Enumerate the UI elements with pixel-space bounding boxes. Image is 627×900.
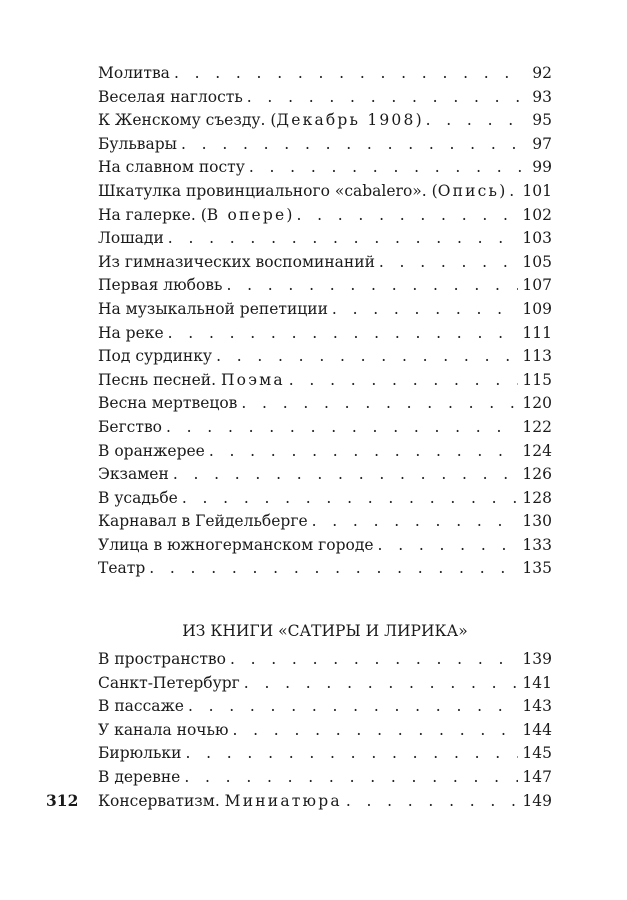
dot-leader (209, 440, 519, 464)
dot-leader (379, 251, 519, 275)
dot-leader (249, 156, 524, 180)
toc-page: 111 (522, 323, 552, 342)
toc-page: 113 (522, 347, 552, 366)
toc-entry (98, 180, 552, 204)
toc-page: 145 (522, 744, 552, 763)
toc-title: Экзамен (98, 465, 169, 484)
toc-title: В оранжерее (98, 441, 205, 460)
toc-entry (98, 648, 552, 672)
toc-title: Бегство (98, 417, 162, 436)
dot-leader (173, 463, 519, 487)
toc-page: 124 (522, 441, 552, 460)
page-number: 312 (46, 791, 79, 810)
dot-leader (174, 62, 524, 86)
dot-leader (149, 557, 518, 581)
toc-page: 149 (522, 791, 552, 810)
toc-entry (98, 790, 552, 814)
toc-entry (98, 322, 552, 346)
toc-title: Веселая наглость (98, 87, 243, 106)
toc-entry (98, 62, 552, 86)
toc-page: 95 (532, 111, 552, 130)
toc-entry (98, 440, 552, 464)
toc-title: К Женскому съезду. (Декабрь 1908) (98, 111, 422, 130)
dot-leader (185, 742, 518, 766)
toc-entry (98, 345, 552, 369)
toc-title: На галерке. (В опере) (98, 205, 293, 224)
toc-entry (98, 251, 552, 275)
toc-page: 120 (522, 394, 552, 413)
toc-entry (98, 487, 552, 511)
toc-title: Карнавал в Гейдельберге (98, 512, 308, 531)
toc-page: 133 (522, 535, 552, 554)
toc-page: 92 (532, 64, 552, 82)
toc-page: 126 (522, 465, 552, 484)
dot-leader (296, 204, 518, 228)
toc-title: Лошади (98, 229, 164, 248)
toc-entry (98, 298, 552, 322)
toc-page: 135 (522, 559, 552, 578)
dot-leader (184, 766, 518, 790)
toc-page: 102 (522, 205, 552, 224)
toc-part2 (98, 648, 552, 813)
dot-leader (346, 790, 519, 814)
toc-page: 147 (522, 767, 552, 786)
toc-entry (98, 274, 552, 298)
dot-leader (168, 322, 519, 346)
toc-entry (98, 204, 552, 228)
toc-title: Песнь песней. Поэма (98, 370, 285, 389)
toc-page: 115 (522, 370, 552, 389)
toc-title: В деревне (98, 767, 181, 786)
toc-page: 130 (522, 512, 552, 531)
toc-title: Из гимназических воспоминаний (98, 252, 375, 271)
toc-page: 99 (532, 158, 552, 177)
toc-entry (98, 369, 552, 393)
toc-page: 141 (522, 673, 552, 692)
toc-entry (98, 695, 552, 719)
toc-title: В пространство (98, 650, 226, 668)
toc-page: 101 (522, 181, 552, 200)
dot-leader (426, 109, 524, 133)
toc-entry (98, 133, 552, 157)
toc-entry (98, 534, 552, 558)
toc-page: 97 (532, 134, 552, 153)
toc-title: На славном посту (98, 158, 245, 177)
toc-part1 (98, 62, 552, 581)
toc-title: Весна мертвецов (98, 394, 238, 413)
toc-title: Шкатулка провинциального «cabalero». (Опись) (98, 181, 506, 200)
dot-leader (181, 133, 524, 157)
toc-page: 93 (532, 87, 552, 106)
dot-leader (289, 369, 519, 393)
toc-entry (98, 109, 552, 133)
toc-entry (98, 156, 552, 180)
dot-leader (233, 719, 519, 743)
toc-title: Под сурдинку (98, 347, 213, 366)
dot-leader (378, 534, 519, 558)
toc-title: Улица в южногерманском городе (98, 535, 374, 554)
toc-title: В пассаже (98, 697, 184, 716)
toc-page: 105 (522, 252, 552, 271)
toc-title: У канала ночью (98, 720, 229, 739)
toc-entry (98, 463, 552, 487)
toc-title: Консерватизм. Миниатюра (98, 791, 342, 810)
toc-entry (98, 227, 552, 251)
toc-title: Молитва (98, 64, 170, 82)
toc-entry (98, 719, 552, 743)
toc-entry (98, 510, 552, 534)
dot-leader (216, 345, 518, 369)
dot-leader (188, 695, 518, 719)
toc-page: 143 (522, 697, 552, 716)
toc-title: Театр (98, 559, 146, 578)
toc-title: На реке (98, 323, 164, 342)
toc-entry (98, 416, 552, 440)
dot-leader (168, 227, 519, 251)
toc-title: Санкт-Петербург (98, 673, 240, 692)
toc-title: В усадьбе (98, 488, 178, 507)
toc-entry (98, 672, 552, 696)
toc-page: 109 (522, 299, 552, 318)
dot-leader (226, 274, 518, 298)
toc-entry (98, 557, 552, 581)
toc-entry (98, 392, 552, 416)
toc-title: Первая любовь (98, 276, 223, 295)
toc-entry (98, 86, 552, 110)
toc-title: На музыкальной репетиции (98, 299, 328, 318)
toc-title: Бульвары (98, 134, 178, 153)
toc-page: 122 (522, 417, 552, 436)
section-heading: ИЗ КНИГИ «САТИРЫ И ЛИРИКА» (182, 622, 468, 640)
dot-leader (244, 672, 519, 696)
dot-leader (247, 86, 524, 110)
dot-leader (182, 487, 519, 511)
dot-leader (332, 298, 518, 322)
toc-page: 103 (522, 229, 552, 248)
toc-page: 144 (522, 720, 552, 739)
dot-leader (241, 392, 518, 416)
dot-leader (166, 416, 518, 440)
toc-entry (98, 766, 552, 790)
toc-page: 128 (522, 488, 552, 507)
toc-page: 107 (522, 276, 552, 295)
toc-page: 139 (522, 650, 552, 668)
dot-leader (509, 180, 518, 204)
dot-leader (230, 648, 518, 672)
toc-entry (98, 742, 552, 766)
toc-title: Бирюльки (98, 744, 182, 763)
dot-leader (312, 510, 519, 534)
